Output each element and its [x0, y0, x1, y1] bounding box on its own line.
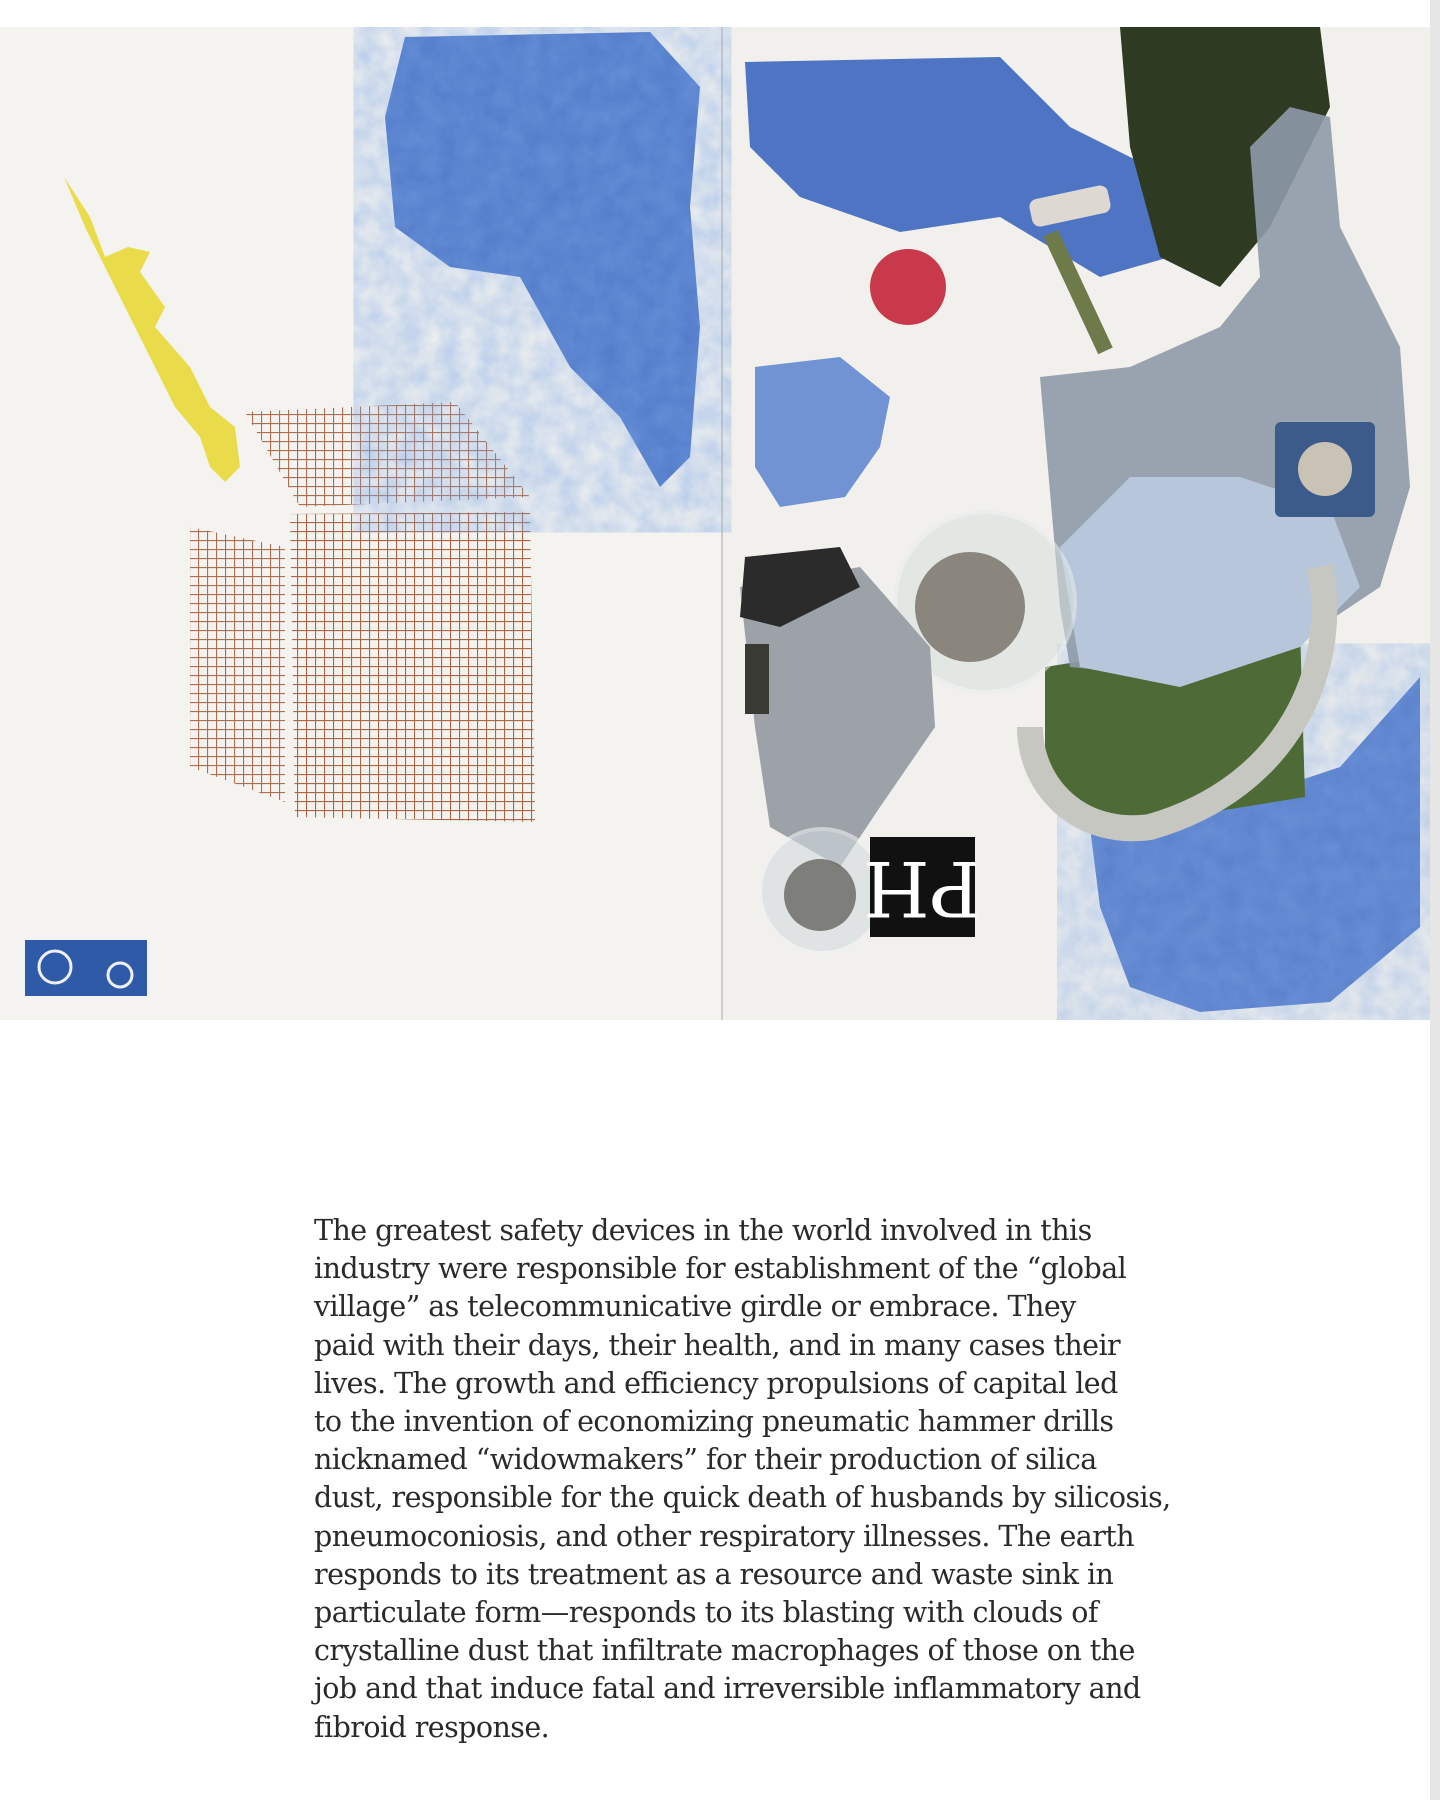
- body-text-line: responds to its treatment as a resource and waste sink in: [314, 1557, 1114, 1591]
- grid-cube-side: [190, 527, 285, 802]
- body-text-line: crystalline dust that infiltrate macrophages of those on the: [314, 1634, 1135, 1668]
- respirator-dial: [1298, 442, 1352, 496]
- grid-cube-front: [290, 512, 535, 822]
- body-text-line: fibroid response.: [314, 1710, 550, 1744]
- red-virus-dot: [870, 249, 946, 325]
- body-text-line: job and that induce fatal and irreversible inflammatory and: [314, 1672, 1141, 1706]
- collage-spread-image: [0, 27, 1430, 1020]
- body-text-line: industry were responsible for establishment of the “global: [314, 1252, 1127, 1286]
- body-text-line: particulate form—responds to its blasting with clouds of: [314, 1596, 1098, 1630]
- helmet-face-small: [784, 859, 856, 931]
- body-text-line: pneumoconiosis, and other respiratory illnesses. The earth: [314, 1519, 1134, 1553]
- body-text-line: nicknamed “widowmakers” for their production of silica: [314, 1443, 1097, 1477]
- drill-tool: [745, 644, 769, 714]
- body-text-line: lives. The growth and efficiency propulsions of capital led: [314, 1366, 1118, 1400]
- page-edge: [1430, 0, 1440, 1800]
- helmet-face: [915, 552, 1025, 662]
- body-text-line: village” as telecommunicative girdle or embrace. They: [314, 1290, 1076, 1324]
- body-text-line: The greatest safety devices in the world involved in this: [314, 1214, 1092, 1247]
- ph-label-text: PH: [863, 844, 981, 933]
- body-text-line: to the invention of economizing pneumatic hammer drills: [314, 1405, 1114, 1439]
- body-text-paragraph: [314, 1212, 1171, 1747]
- body-text-line: dust, responsible for the quick death of husbands by silicosis,: [314, 1481, 1171, 1515]
- collage-artwork: [0, 27, 1430, 1020]
- body-text-line: paid with their days, their health, and in many cases their: [314, 1328, 1121, 1362]
